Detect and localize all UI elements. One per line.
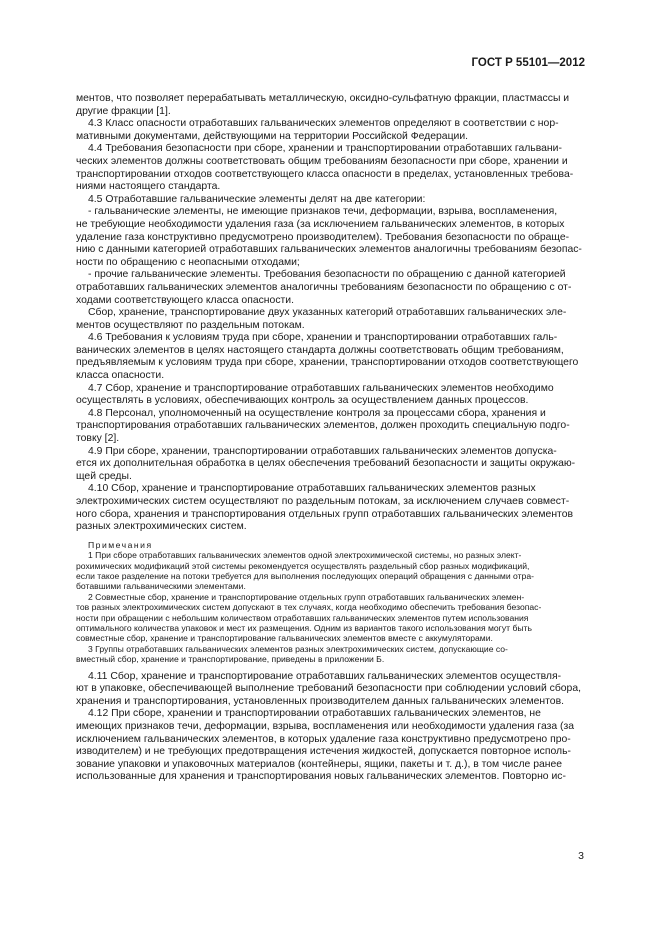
paragraph-4-8 <box>76 408 582 446</box>
text-line: ного сбора, хранения и транспортирования отдельных групп отработавших гальванических элементов <box>76 508 574 520</box>
text-line: разных электрохимических систем. <box>76 521 247 533</box>
list-item-category-1 <box>76 206 582 269</box>
text-line: оптимального количества упаковок и мест их размещения. Одним из вариантов такого использования могут быть <box>76 623 532 634</box>
text-line: 4.11 Сбор, хранение и транспортирование отработавших гальванических элементов осуществля- <box>88 670 562 682</box>
document-id-header: ГОСТ Р 55101—2012 <box>471 57 585 69</box>
text-line: 4.3 Класс опасности отработавших гальванических элементов определяют в соответствии с нор- <box>88 118 559 130</box>
text-line: 4.12 При сборе, хранении и транспортировании отработавших гальванических элементов, не <box>88 708 541 720</box>
text-line: - гальванические элементы, не имеющие признаков течи, деформации, взрыва, воспламенения, <box>88 206 558 218</box>
text-line: - прочие гальванические элементы. Требования безопасности по обращению с данной категорией <box>88 269 566 281</box>
paragraph-intro <box>76 93 582 118</box>
text-line: вместный сбор, хранение и транспортирование, приведены в приложении Б. <box>76 654 385 665</box>
text-line: ментов осуществляют по раздельным потокам. <box>76 319 305 331</box>
paragraph-separate-streams <box>76 307 582 332</box>
text-line: рохимических модификаций этой системы рекомендуется осуществлять раздельный сбор разных модификаций, <box>76 560 530 571</box>
text-line: 4.5 Отработавшие гальванические элементы делят на две категории: <box>88 193 426 205</box>
document-body <box>76 93 582 784</box>
text-line: ниями настоящего стандарта. <box>76 181 221 193</box>
text-line: не требующие необходимости удаления газа (за исключением гальванических элементов, в которых <box>76 218 565 230</box>
text-line: исключением гальванических элементов, в которых удаление газа конструктивно предусмотрено про- <box>76 733 571 745</box>
text-line: транспортировании отходов соответствующего класса опасности в пределах, установленных требова- <box>76 168 574 180</box>
text-line: использованные для хранения и транспортирования новых гальванических элементов. Повторно ис- <box>76 771 566 783</box>
text-line: щей среды. <box>76 470 132 482</box>
text-line: отработавших гальванических элементов аналогичны требованиям безопасности по обращению с от- <box>76 281 572 293</box>
text-line: Сбор, хранение, транспортирование двух указанных категорий отработавших гальванических эле- <box>88 307 567 319</box>
text-line: 4.7 Сбор, хранение и транспортирование отработавших гальванических элементов необходимо <box>88 382 554 394</box>
paragraph-4-10 <box>76 483 582 533</box>
list-item-category-2 <box>76 269 582 307</box>
text-line: 4.10 Сбор, хранение и транспортирование отработавших гальванических элементов разных <box>88 483 536 495</box>
text-line: ют в упаковке, обеспечивающей выполнение требований безопасности при соблюдении условий сбора, <box>76 683 581 695</box>
text-line: 2 Совместные сбор, хранение и транспортирование отдельных групп отработавших гальванических элемен- <box>88 591 525 602</box>
text-line: ботавшими гальваническими элементами. <box>76 581 246 592</box>
text-line: ется их дополнительная обработка в целях обеспечения требований безопасности и защиты окружаю- <box>76 458 576 470</box>
text-line: зование упаковки и упаковочных материалов (контейнеры, ящики, пакеты и т. д.), в том числе ранее <box>76 758 563 770</box>
text-line: ментов, что позволяет перерабатывать металлическую, оксидно-сульфатную фракции, пластмассы и <box>76 93 570 104</box>
text-line: удаление газа конструктивно предусмотрено производителем). Требования безопасности по обраще- <box>76 231 570 243</box>
text-line: имеющих признаков течи, деформации, взрыва, воспламенения или необходимости удаления газа (за <box>76 721 575 733</box>
text-line: 1 При сборе отработавших гальванических элементов одной электрохимической системы, но разных элект- <box>88 550 522 561</box>
text-line: 3 Группы отработавших гальванических элементов разных электрохимических систем, допускающие со- <box>88 643 508 654</box>
paragraph-4-7 <box>76 383 582 408</box>
text-line: ческих элементов должны соответствовать общим требованиям безопасности при сборе, хранении и <box>76 155 568 167</box>
text-line: если такое разделение на потоки требуется для выполнения последующих операций обращения с данными отра- <box>76 571 534 581</box>
text-line: ности при обращении с небольшим количеством отработавших гальванических элементов путем использования <box>76 612 529 623</box>
paragraph-4-11 <box>76 671 582 709</box>
page-number: 3 <box>578 850 584 862</box>
paragraph-4-12 <box>76 708 582 784</box>
text-line: ходами соответствующего класса опасности. <box>76 294 294 306</box>
notes-heading: Примечания <box>88 539 153 550</box>
text-line: 4.4 Требования безопасности при сборе, хранении и транспортировании отработавших гальвани- <box>88 143 562 155</box>
text-line: 4.9 При сборе, хранении, транспортировании отработавших гальванических элементов допуска- <box>88 445 557 457</box>
note-1 <box>76 550 582 592</box>
text-line: товку [2]. <box>76 433 120 445</box>
text-line: 4.8 Персонал, уполномоченный на осуществление контроля за процессами сбора, хранения и <box>88 407 546 419</box>
text-line: ванических элементов в целях настоящего стандарта должны соответствовать общим требованиям, <box>76 344 564 356</box>
text-line: хранения и транспортирования, установленных производителем данных гальванических элементов. <box>76 695 564 707</box>
paragraph-4-9 <box>76 446 582 484</box>
text-line: изводителем) и не требующих предотвращения истечения жидкостей, допускается повторное исполь- <box>76 746 571 758</box>
note-2 <box>76 592 582 644</box>
text-line: предъявляемым к условиям труда при сборе, хранении, транспортировании отходов соответствующего <box>76 357 579 369</box>
text-line: осуществлять в условиях, обеспечивающих контроль за осуществлением данных процессов. <box>76 395 529 407</box>
text-line: мативными документами, действующими на территории Российской Федерации. <box>76 130 469 142</box>
text-line: тов разных электрохимических систем допускают в тех случаях, когда необходимо обеспечить требования безопас- <box>76 602 542 613</box>
text-line: совместные сбор, хранение и транспортирование гальванических элементов вместе с аккумуляторами. <box>76 633 493 644</box>
text-line: ности по обращению с неопасными отходами; <box>76 256 300 268</box>
text-line: электрохимических систем осуществляют по раздельным потокам, за исключением случаев совмест- <box>76 496 570 507</box>
text-line: нию с данными категорией отработавших гальванических элементов аналогичны требованиям безопас- <box>76 244 582 256</box>
paragraph-4-6 <box>76 332 582 382</box>
text-line: транспортирования отработавших гальванических элементов, должен проходить специальную подго- <box>76 420 570 432</box>
text-line: другие фракции [1]. <box>76 105 171 117</box>
paragraph-4-5 <box>76 194 582 207</box>
text-line: 4.6 Требования к условиям труда при сборе, хранении и транспортировании отработавших галь- <box>88 332 558 344</box>
notes-block <box>76 540 582 665</box>
paragraph-4-3 <box>76 118 582 143</box>
paragraph-4-4 <box>76 143 582 193</box>
note-3 <box>76 644 582 665</box>
text-line: класса опасности. <box>76 370 165 382</box>
